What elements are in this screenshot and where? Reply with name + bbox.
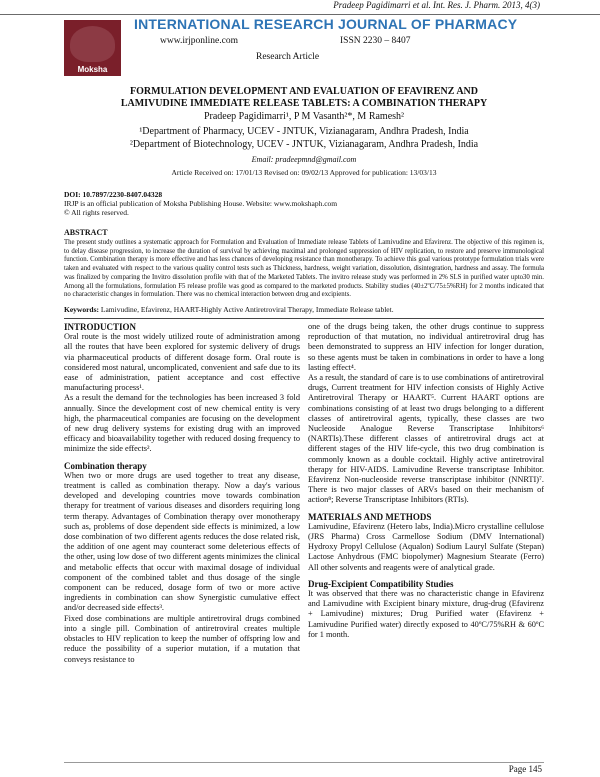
article-title	[64, 86, 544, 110]
page-number: Page 145	[508, 764, 542, 774]
journal-title: INTERNATIONAL RESEARCH JOURNAL OF PHARMACY	[134, 16, 518, 32]
copyright: © All rights reserved.	[64, 208, 129, 217]
compatibility-heading: Drug-Excipient Compatibility Studies	[308, 578, 454, 589]
affiliation-1: ¹Department of Pharmacy, UCEV - JNTUK, Vizianagaram, Andhra Pradesh, India	[139, 126, 469, 137]
journal-website-link[interactable]: www.irjponline.com	[160, 36, 239, 46]
abstract-heading: ABSTRACT	[64, 228, 108, 237]
right-paragraph-1: one of the drugs being taken, the other drugs continue to suppress reproduction of that mutation, no individual antiretroviral drug has been demonstrated to suppress an HIV infection for longer duration, so these agents must be taken in combinations in order to have a long lasting effect⁴.	[308, 322, 544, 372]
affiliation-2: ²Department of Biotechnology, UCEV - JNTUK, Vizianagaram, Andhra Pradesh, India	[129, 139, 479, 150]
article-dates: Article Received on: 17/01/13 Revised on: 09/02/13 Approved for publication: 13/03/13	[171, 168, 437, 177]
combination-paragraph-2: Fixed dose combinations are multiple antiretroviral drugs combined into a single pill. Combination of antiretroviral creates multiple obstacles to HIV replication to keep the number of offspring low and reduce the possibility of a superior mutation, if a mutation that conveys resistance to	[64, 613, 300, 664]
running-head-text: Pradeep Pagidimarri et al. Int. Res. J. Pharm. 2013, 4(3)	[333, 0, 540, 10]
left-column	[64, 322, 300, 665]
introduction-heading: INTRODUCTION	[64, 322, 137, 332]
article-title-line1: FORMULATION DEVELOPMENT AND EVALUATION OF EFAVIRENZ AND	[129, 86, 478, 97]
article-title-line2: LAMIVUDINE IMMEDIATE RELEASE TABLETS: A COMBINATION THERAPY	[120, 98, 488, 109]
running-header	[0, 0, 600, 15]
section-divider	[64, 318, 544, 319]
journal-issn: ISSN 2230 – 8407	[340, 36, 411, 46]
author-email-link[interactable]: Email: pradeepmnd@gmail.com	[251, 155, 357, 164]
publisher-note: IRJP is an official publication of Moksha Publishing House. Website: www.mokshaph.com	[64, 199, 338, 208]
logo-emblem	[70, 26, 115, 62]
combination-paragraph-1: When two or more drugs are used together to treat any disease, treatment is called as combination therapy. Now a day's various developed and developing countries move towards combination therapy for treatment of various diseases and disorders requiring long term therapy. Advantages of Combination therapy over monotherapy such as, problems of dose dependent side effects is minimized, a low dose combination of two different agents reduces the dose related risk, the addition of one agent may counteract some deleterious effects of the other, using low dose of two different agents minimizes the clinical and metabolic effects that occur with maximal dosage of individual component of the combined tablet and thus dosage of the single component can be reduced, dosage form of two or more active ingredients in combination can show Synergistic cumulative effect and/or decreased side effects³.	[64, 470, 300, 613]
publisher-logo	[64, 20, 121, 76]
footer-divider	[64, 762, 544, 763]
right-column	[308, 322, 544, 640]
right-paragraph-2: As a result, the standard of care is to use combinations of antiretroviral drugs, Current treatment for HIV infection consists of Highly Active Antiretroviral Therapy or HAART⁵. Current HAART options are combinations consisting of at least two drugs belonging to a different classes of antiretroviral agents, typically, these classes are two Nucleoside Analogue Reverse Transcriptase Inhibitors⁶ (NARTIs).These different classes of antiretroviral drugs act at different stages of the HIV life-cycle, this two drug combination is commonly known as a double cocktail. Highly active antiretroviral therapy for HIV-AIDS. Lamivudine Reverse transcriptase Inhibitor. Efavirenz Non-nucleoside reverse transcriptase inhibitor (NNRTI)⁷. There is two major classes of ARVs based on their mechanism of action⁸; Reverse Transcriptase Inhibitors (RTIs).	[308, 373, 544, 505]
intro-paragraph-2: As a result the demand for the technologies has been increased 3 fold annually. Since the development cost of new chemical entity is very high, the pharmaceutical companies are focusing on the development of new drug delivery systems for existing drug with an improved efficacy and bioavailability together with reduced dosing frequency to minimize the side effects².	[64, 393, 300, 454]
intro-paragraph-1: Oral route is the most widely utilized route of administration among all the routes that have been explored for systemic delivery of drugs via pharmaceutical products of different dosage form. Oral route is considered most natural, uncomplicated, convenient and safe due to its ease of administration, patient acceptance and cost effective manufacturing process¹.	[64, 332, 300, 393]
article-type: Research Article	[256, 52, 320, 62]
compatibility-paragraph: It was observed that there was no characteristic change in Efavirenz and Lamivudine with Excipient binary mixture, drug-drug (Efavirenz + Lamivudine) mixtures; Drug Purified water (Efavirenz + Lamivudine Purified water) directly exposed to 40ºC/75%RH & 60ºC for 1 month.	[308, 589, 544, 639]
logo-text: Moksha	[77, 65, 108, 74]
combination-therapy-heading: Combination therapy	[64, 460, 147, 471]
author-list: Pradeep Pagidimarri¹, P M Vasanth²*, M Ramesh²	[203, 111, 405, 122]
materials-paragraph: Lamivudine, Efavirenz (Hetero labs, India).Micro crystalline cellulose (JRS Pharma) Cross Carmellose Sodium (DMV International) Hydroxy Propyl Cellulose (Aqualon) Sodium Lauryl Sulfate (Stepan) Lactose Anhydrous (FMC biopolymer) Magnesium Stearate (Ferro) All other solvents and reagents were of analytical grade.	[308, 521, 544, 572]
doi: DOI: 10.7897/2230-8407.04328	[64, 190, 163, 199]
keywords-list: Lamivudine, Efavirenz, HAART-Highly Active Antiretroviral Therapy, Immediate Release tablet.	[99, 305, 394, 314]
abstract-text: The present study outlines a systematic approach for Formulation and Evaluation of Immediate release Tablets of Lamivudine and Efavirenz. The objective of this regimen is, to delay disease progression, to increase the duration of survival by achieving maximal and prolonged suppression of HIV replication, to restore and preserve immunological function. Combination therapy is more effective and has less chances of developing resistance than monotherapy. To achieve this goal various prototype formulation trials were taken and evaluated with respect to the various quality control tests such as Thickness, hardness, weight variation, dissolution, disintegration, hardness and assay. The formula was finalized by comparing the Invitro dissolution profile with that of the Marketed Tablets. The invitro release study was performed in 2% SLS in purified water upto30 min. Among all the formulations, formulation F5 release profile was good as compared to the marketed products. Stability studies (40±2ºC/75±5%RH) for 2 months indicated that no characteristic changes in formulation. There was no chemical interaction between drug and excipients.	[64, 239, 544, 299]
keywords	[64, 305, 544, 314]
materials-methods-heading: MATERIALS AND METHODS	[308, 511, 432, 522]
keywords-label: Keywords:	[64, 305, 99, 314]
